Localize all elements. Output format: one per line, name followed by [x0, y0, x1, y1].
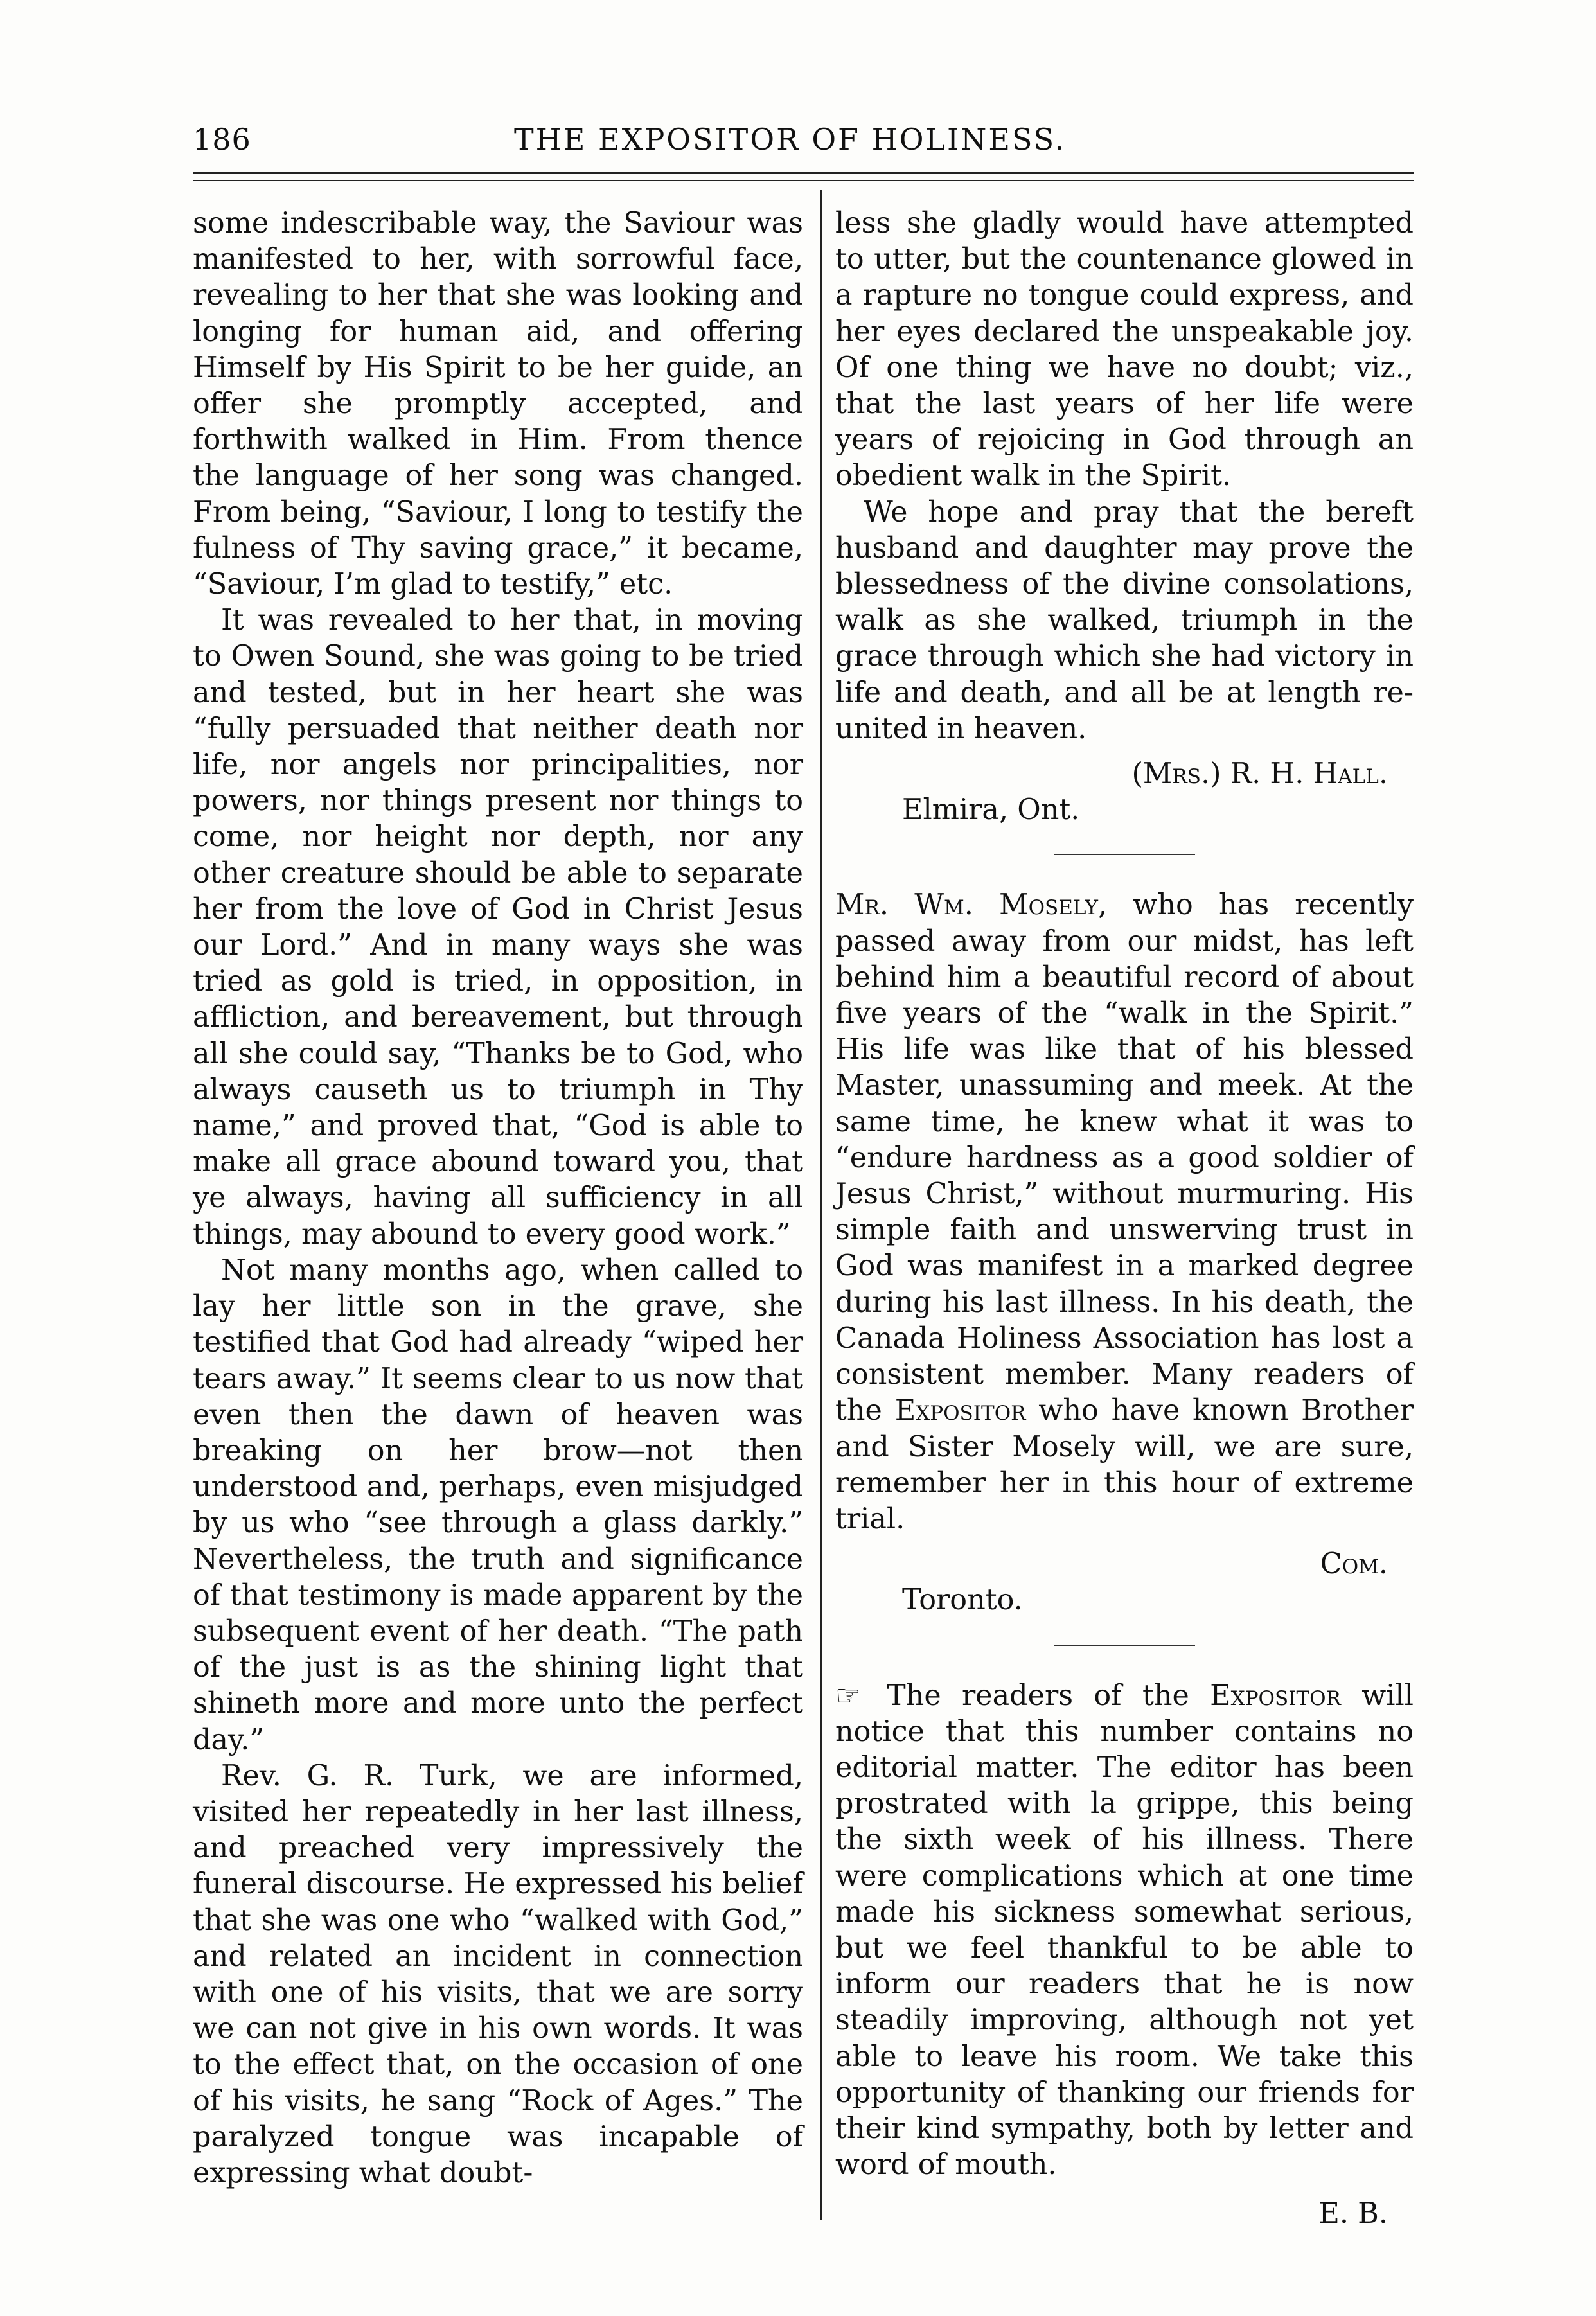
right-paragraph-1: less she gladly would have attempted to utter, but the countenance glowed in a rapture no tongue could express, and her eyes declared the unspeakable joy. Of one thing we have no doubt; viz., that the last years of her life were years of rejoicing in God through an obedient walk in the Spirit.	[835, 207, 1414, 493]
mosely-text-tail: who have known Brother and Sister Mosely will, we are sure, remember her in this hour of extreme trial.	[835, 1394, 1414, 1535]
header-rule	[193, 172, 1414, 174]
running-title: THE EXPOSITOR OF HOLINESS.	[514, 122, 1067, 157]
left-paragraph-2: It was revealed to her that, in moving to Owen Sound, she was going to be tried and tested, but in her heart she was “fully persuaded that neither death nor life, nor angels nor principalities, nor powers, nor things present nor things to come, nor height nor depth, nor any other creature should be able to separate her from the love of God in Christ Jesus our Lord.” And in many ways she was tried as gold is tried, in opposition, in affliction, and bereavement, but through all she could say, “Thanks be to God, who always causeth us to triumph in Thy name,” and proved that, “God is able to make all grace abound toward you, that ye always, having all sufficiency in all things, may abound to every good work.”	[193, 604, 803, 1251]
section-separator	[1054, 854, 1195, 855]
right-paragraph-2: We hope and pray that the bereft husband and daughter may prove the blessedness of the divine consolations, walk as she walked, triumph in the grace through which she had victory in life and death, and all be at length re-united in heaven.	[835, 495, 1414, 745]
obituary-mosely	[835, 887, 1414, 1537]
place-toronto: Toronto.	[902, 1584, 1023, 1617]
signature-eb: E. B.	[1318, 2197, 1388, 2231]
left-column	[193, 206, 803, 2191]
expositor-name: Expositor	[894, 1394, 1026, 1428]
right-column	[835, 206, 1414, 2232]
notice-text: will notice that this number contains no editorial matter. The editor has been prostrated with la grippe, this being the sixth week of his illness. There were complications which at one time made his sickness somewhat serious, but we feel thankful to be able to inform our readers that he is now steadily improving, although not yet able to leave his room. We take this opportunity of thanking our friends for their kind sympathy, both by letter and word of mouth.	[835, 1679, 1414, 2182]
place-elmira: Elmira, Ont.	[902, 793, 1080, 827]
column-divider	[820, 190, 822, 2220]
notice-lead: The readers of the	[887, 1679, 1210, 1712]
signature-hall	[835, 756, 1414, 792]
left-paragraph-3: Not many months ago, when called to lay her little son in the grave, she testified that God had already “wiped her tears away.” It seems clear to us now that even then the dawn of heaven was breaking on her brow—not then understood and, perhaps, even misjudged by us who “see through a glass darkly.” Nevertheless, the truth and significance of that testimony is made apparent by the subsequent event of her death. “The path of the just is as the shining light that shineth more and more unto the perfect day.”	[193, 1253, 803, 1756]
notice-expositor: Expositor	[1210, 1679, 1341, 1712]
page-header	[193, 122, 1414, 173]
header-rule-secondary	[193, 180, 1414, 181]
signature-hall-text: (Mrs.) R. H. Hall.	[1131, 757, 1388, 791]
left-paragraph-1: some indescribable way, the Saviour was manifested to her, with sorrowful face, revealing to her that she was looking and longing for human aid, and offering Himself by His Spirit to be her guide, an offer she promptly accepted, and forthwith walked in Him. From thence the language of her song was changed. From being, “Saviour, I long to testify the fulness of Thy saving grace,” it became, “Saviour, I’m glad to testify,” etc.	[193, 207, 803, 601]
signature-com-text: Com.	[1320, 1548, 1388, 1581]
editor-notice	[835, 1678, 1414, 2184]
left-paragraph-4: Rev. G. R. Turk, we are informed, visited her repeatedly in her last illness, and preached very impressively the funeral discourse. He expressed his belief that she was one who “walked with God,” and related an incident in connection with one of his visits, that we are sorry we can not give in his own words. It was to the effect that, on the occasion of one of his visits, he sang “Rock of Ages.” The paralyzed tongue was incapable of expressing what doubt-	[193, 1759, 803, 2189]
mosely-name: Mr. Wm. Mosely,	[835, 888, 1108, 922]
page-number: 186	[193, 122, 251, 157]
pointing-hand-icon: ☞	[835, 1679, 861, 1712]
section-separator-2	[1054, 1645, 1195, 1646]
mosely-text: who has recently passed away from our midst, has left behind him a beautiful record of about five years of the “walk in the Spirit.” His life was like that of his blessed Master, unassuming and meek. At the same time, he knew what it was to “endure hardness as a good soldier of Jesus Christ,” without murmuring. His simple faith and unswerving trust in God was manifest in a marked degree during his last illness. In his death, the Canada Holiness Association has lost a consistent member. Many readers of the	[835, 888, 1414, 1428]
signature-com	[835, 1546, 1414, 1582]
